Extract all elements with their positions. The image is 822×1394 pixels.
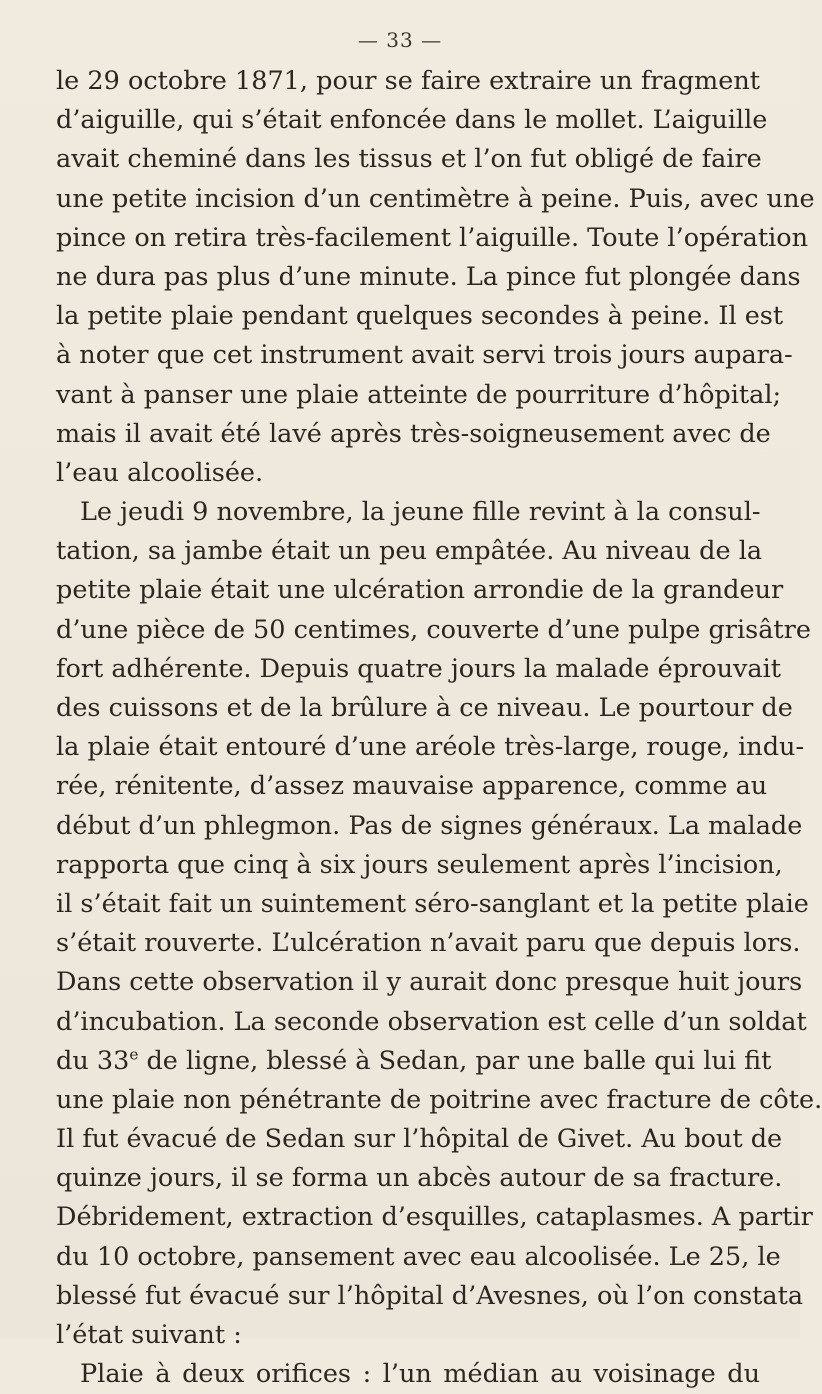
text-line: le 29 octobre 1871, pour se faire extraire un fragment	[56, 66, 760, 96]
ordinal-superscript: e	[129, 1045, 139, 1064]
text-line: tation, sa jambe était un peu empâtée. Au niveau de la	[56, 536, 763, 567]
text-line: ne dura pas plus d’une minute. La pince fut plongée dans	[56, 261, 801, 292]
text-line: Il fut évacué de Sedan sur l’hôpital de Givet. Au bout de	[56, 1124, 783, 1155]
text-line: d’incubation. La seconde observation est celle d’un soldat	[56, 1006, 807, 1037]
text-line: rapporta que cinq à six jours seulement après l’incision,	[56, 849, 783, 880]
line-segment: du 33	[56, 1045, 130, 1076]
text-line: pince on retira très-facilement l’aiguille. Toute l’opération	[56, 222, 809, 253]
body-text	[56, 62, 822, 1394]
paragraph-end-line: l’état suivant :	[56, 1320, 242, 1350]
text-line: mais il avait été lavé après très-soigneusement avec de	[56, 418, 771, 449]
text-line-with-superscript	[56, 1042, 772, 1081]
line-segment: de ligne, blessé à Sedan, par une balle qui lui fit	[138, 1045, 772, 1076]
text-line: Débridement, extraction d’esquilles, cataplasmes. A partir	[56, 1202, 813, 1233]
text-line: s’était rouverte. L’ulcération n’avait paru que depuis lors.	[56, 928, 801, 959]
paragraph-start-line: Le jeudi 9 novembre, la jeune fille revint à la consul-	[80, 497, 761, 528]
text-line: la petite plaie pendant quelques secondes à peine. Il est	[56, 301, 784, 332]
text-line: vant à panser une plaie atteinte de pourriture d’hôpital;	[56, 379, 782, 410]
text-line: quinze jours, il se forma un abcès autour de sa fracture.	[56, 1163, 783, 1194]
text-line: la plaie était entouré d’une aréole très-large, rouge, indu-	[56, 732, 805, 763]
text-line: avait cheminé dans les tissus et l’on fut obligé de faire	[56, 144, 762, 175]
text-line: petite plaie était une ulcération arrondie de la grandeur	[56, 575, 784, 606]
text-line: Dans cette observation il y aurait donc presque huit jours	[56, 967, 803, 998]
paragraph-end-line: l’eau alcoolisée.	[56, 457, 264, 488]
text-line: il s’était fait un suintement séro-sanglant et la petite plaie	[56, 888, 809, 919]
text-line: du 10 octobre, pansement avec eau alcoolisée. Le 25, le	[56, 1241, 781, 1272]
text-line: d’une pièce de 50 centimes, couverte d’une pulpe grisâtre	[56, 614, 811, 645]
text-line: fort adhérente. Depuis quatre jours la malade éprouvait	[56, 653, 782, 684]
page-number: — 33 —	[357, 28, 443, 52]
text-line: blessé fut évacué sur l’hôpital d’Avesnes, où l’on constata	[56, 1280, 804, 1311]
text-line: des cuissons et de la brûlure à ce niveau. Le pourtour de	[56, 693, 793, 723]
text-line: rée, rénitente, d’assez mauvaise apparence, comme au	[56, 771, 768, 802]
text-line: une plaie non pénétrante de poitrine avec fracture de côte.	[56, 1084, 822, 1115]
paragraph-start-line: Plaie à deux orifices : l’un médian au voisinage du	[80, 1359, 760, 1390]
text-line: à noter que cet instrument avait servi trois jours aupara-	[56, 340, 793, 371]
text-line: d’aiguille, qui s’était enfoncée dans le mollet. L’aiguille	[56, 105, 768, 136]
text-line: début d’un phlegmon. Pas de signes généraux. La malade	[56, 810, 803, 841]
text-line: une petite incision d’un centimètre à peine. Puis, avec une	[56, 183, 815, 214]
